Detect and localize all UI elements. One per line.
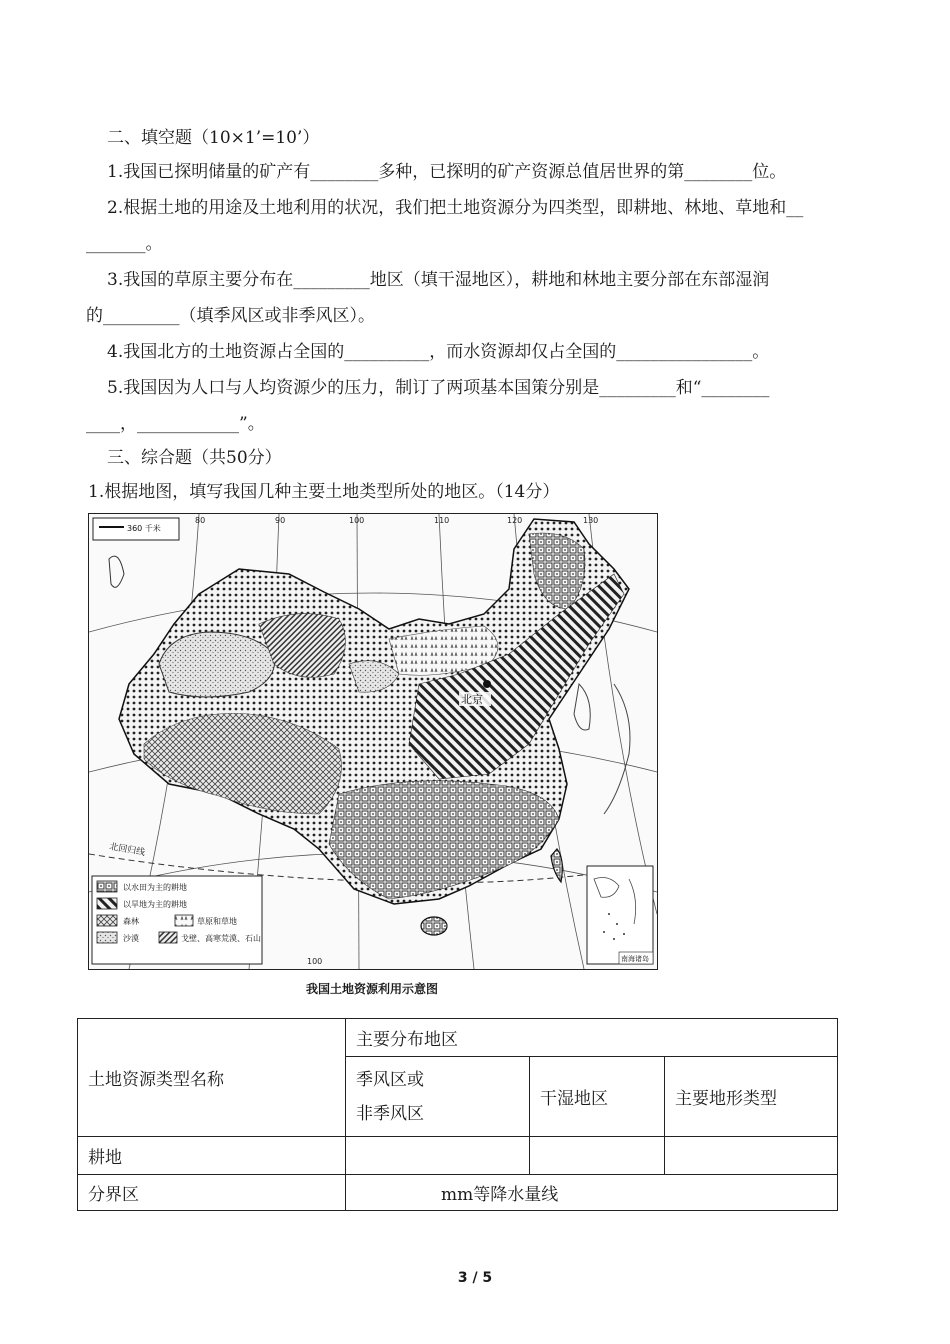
legend-forest: 森林: [123, 917, 139, 926]
table-boundary-value[interactable]: mm等降水量线: [346, 1175, 838, 1211]
question-2-1: 1.我国已探明储量的矿产有________多种，已探明的矿产资源总值居世界的第________位。: [107, 162, 787, 182]
lon-130: 130: [583, 516, 599, 525]
table-row-boundary: 分界区: [78, 1175, 346, 1211]
answer-cell[interactable]: [346, 1137, 530, 1175]
south-sea-inset: [587, 866, 653, 964]
question-2-2-line2: _______。: [86, 234, 163, 254]
question-2-3-line2: 的_________（填季风区或非季风区）。: [86, 306, 375, 326]
lon-110: 110: [434, 516, 450, 525]
tropic-label: 北回归线: [108, 842, 146, 859]
question-2-2-line1: 2.根据土地的用途及土地利用的状况，我们把土地资源分为四类型，即耕地、林地、草地和__: [107, 198, 804, 218]
legend-desert: 沙漠: [123, 934, 139, 943]
lon-100: 100: [349, 516, 365, 525]
question-2-3-line1: 3.我国的草原主要分布在_________地区（填干湿地区），耕地和林地主要分部在东部湿润: [107, 270, 770, 290]
lon-80: 80: [195, 516, 206, 525]
beijing-label: 北京: [461, 693, 483, 706]
table-sub-terrain: 主要地形类型: [665, 1057, 838, 1137]
lon-90: 90: [275, 516, 286, 525]
legend-grassland: 草原和草地: [197, 917, 237, 926]
question-2-5-line1: 5.我国因为人口与人均资源少的压力，制订了两项基本国策分别是_________和“________: [107, 378, 770, 398]
question-2-4: 4.我国北方的土地资源占全国的__________，而水资源却仅占全国的________________。: [107, 342, 770, 362]
answer-cell[interactable]: [530, 1137, 665, 1175]
table-row-cropland: 耕地: [78, 1137, 346, 1175]
map-legend: [92, 876, 262, 964]
table-row: [78, 1175, 838, 1211]
lon-bottom-100: 100: [307, 957, 323, 966]
legend-dryland: 以旱地为主的耕地: [123, 900, 187, 909]
page-number: 3 / 5: [457, 1270, 493, 1286]
inset-label: 南海诸岛: [621, 955, 649, 963]
question-2-5-line2: ____，____________”。: [86, 414, 265, 434]
legend-gobi: 戈壁、高寒荒漠、石山: [181, 934, 261, 943]
answer-cell[interactable]: [665, 1137, 838, 1175]
lon-120: 120: [507, 516, 523, 525]
map-graphic: [89, 514, 657, 969]
table-sub-dryness: 干湿地区: [530, 1057, 665, 1137]
answer-table: [77, 1018, 838, 1211]
question-3-1: 1.根据地图，填写我国几种主要土地类型所处的地区。（14分）: [88, 482, 560, 502]
table-sub-monsoon-1: 季风区或: [356, 1069, 424, 1090]
table-col-name: 土地资源类型名称: [78, 1019, 346, 1137]
section3-heading: 三、综合题（共50分）: [107, 448, 282, 468]
land-use-map: [88, 513, 658, 970]
map-caption: 我国土地资源利用示意图: [305, 982, 438, 996]
section2-heading: 二、填空题（10×1’=10’）: [107, 128, 320, 148]
table-row: [78, 1137, 838, 1175]
scale-label: 360 千米: [127, 524, 161, 533]
table-main-header: 主要分布地区: [346, 1019, 838, 1057]
legend-paddy: 以水田为主的耕地: [123, 883, 187, 892]
table-sub-monsoon-2: 非季风区: [356, 1103, 424, 1124]
table-sub-monsoon: [346, 1057, 530, 1137]
